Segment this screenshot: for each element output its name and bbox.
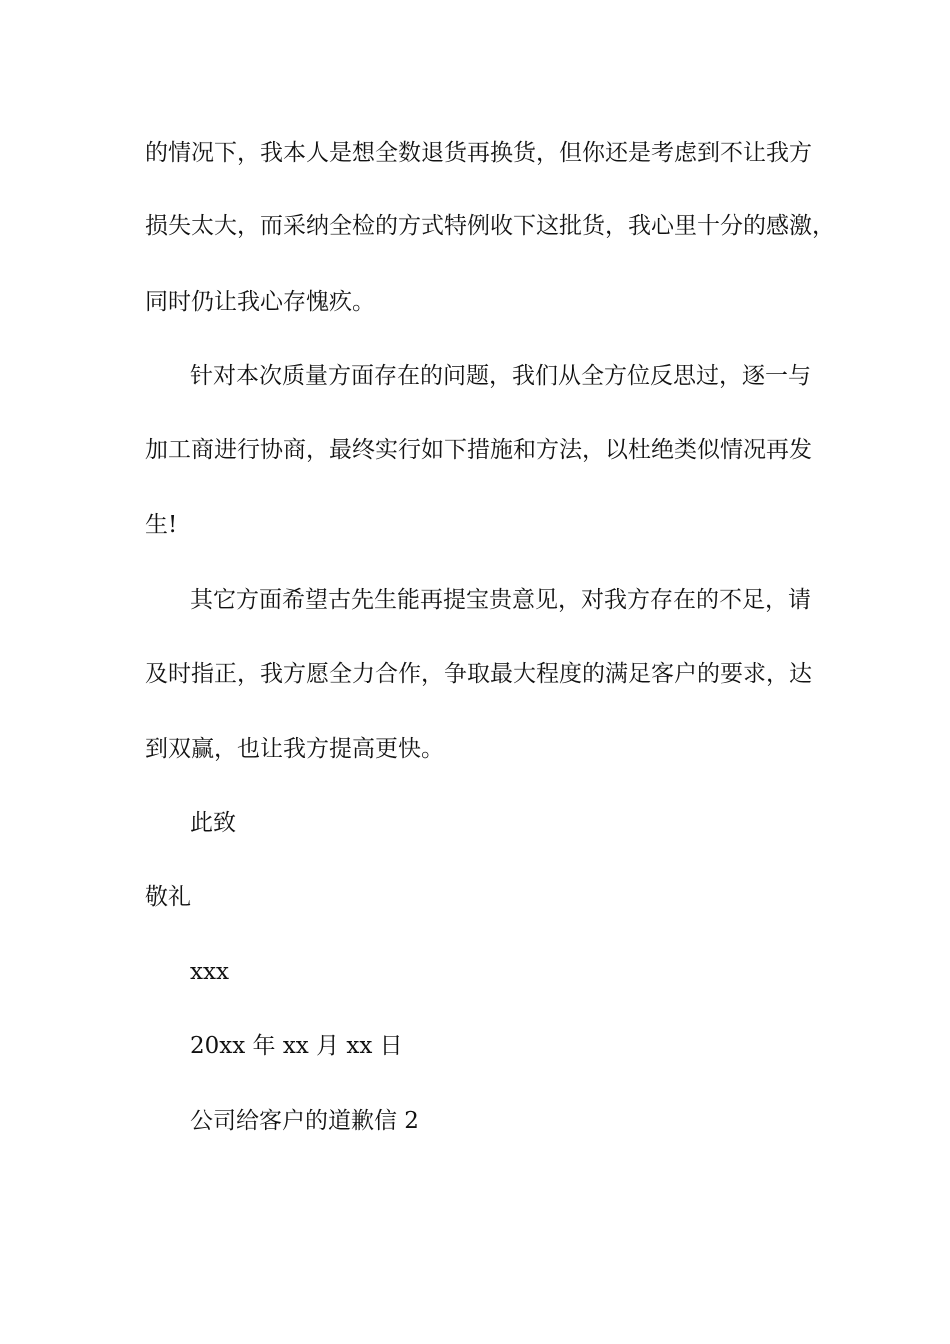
closing-salutation: 此致 [190,810,236,836]
next-section-heading: 公司给客户的道歉信 2 [190,1108,419,1134]
body-line-5: 加工商进行协商，最终实行如下措施和方法，以杜绝类似情况再发 [145,437,812,463]
signature-name: xxx [190,959,229,985]
body-line-9: 到双赢，也让我方提高更快。 [145,736,444,762]
body-line-2: 损失太大，而采纳全检的方式特例收下这批货，我心里十分的感激， [145,213,835,239]
closing-regards: 敬礼 [145,884,191,910]
body-line-7: 其它方面希望古先生能再提宝贵意见，对我方存在的不足，请 [190,587,811,613]
body-line-4: 针对本次质量方面存在的问题，我们从全方位反思过，逐一与 [190,363,811,389]
body-line-8: 及时指正，我方愿全力合作，争取最大程度的满足客户的要求，达 [145,661,812,687]
signature-date: 20xx 年 xx 月 xx 日 [190,1033,403,1059]
body-line-3: 同时仍让我心存愧疚。 [145,289,375,315]
body-line-6: 生! [145,512,178,538]
body-line-1: 的情况下，我本人是想全数退货再换货，但你还是考虑到不让我方 [145,140,812,166]
